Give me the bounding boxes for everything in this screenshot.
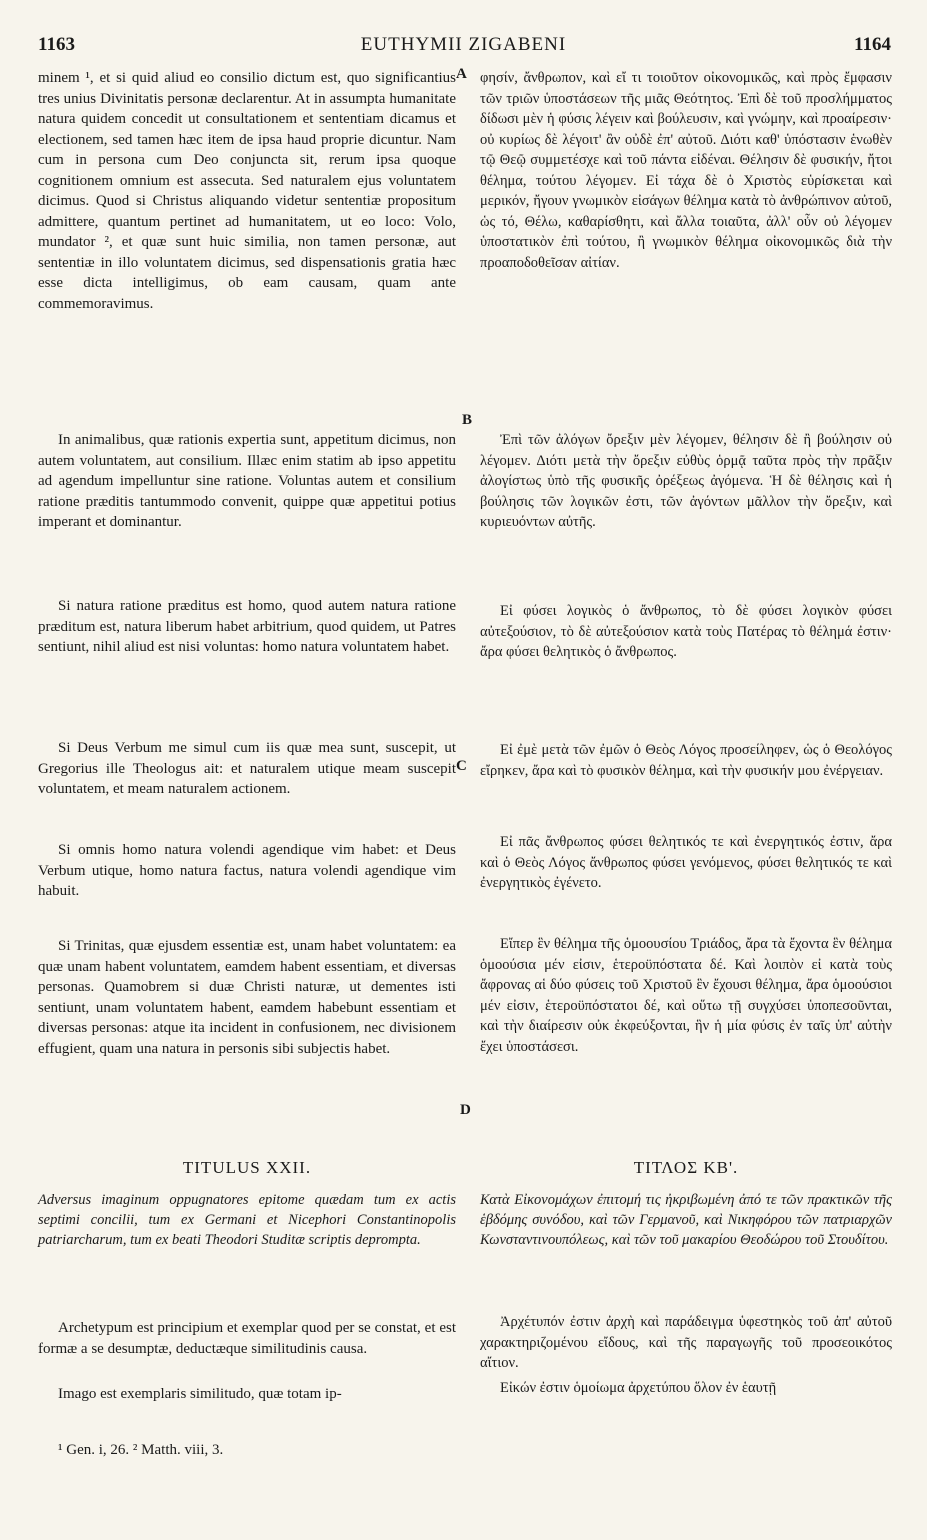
greek-paragraph-1: φησίν, ἄνθρωπον, καὶ εἴ τι τοιοῦτον οἰκονομικῶς, καὶ πρὸς ἔμφασιν τῶν τριῶν ὑποστάσεων τῆς μιᾶς Θεότητος. Ἐπὶ δὲ τοῦ προσλήμματος δίδωσι μὲν ἡ φύσις λέγειν καὶ βούλευσιν, καὶ γνώμην, καὶ προαίρεσιν· οὐ κυρίως δὲ λέγοιτ' ἂν οὐδὲ ἐπ' αὐτοῦ. Διότι καθ' ὑπόστασιν ἑνωθὲν τῷ Θεῷ συμμετέσχε καὶ τοῦ πάντα εἰδέναι. Θέλησιν δὲ φυσικήν, ἤτοι θέλημα, τούτου λέγομεν. Εἰ τάχα δὲ ὁ Χριστὸς εὑρίσκεται καὶ μερικόν, ἤγουν γνωμικὸν εἰσάγων θέλημα κατὰ τὸ ἀνθρώπινον αὐτοῦ, ὡς τό, Θέλω, καθαρίσθητι, καὶ ἄλλα τοιαῦτα, ἀλλ' οὖν οὐ λέγομεν ὑποστατικὸν ἐπὶ τούτου, ἢ γνωμικὸν θέλημα οἰκονομικῶς διὰ τὴν προαποδοθεῖσαν αἰτίαν.	[480, 70, 892, 271]
latin-paragraph-5: Si omnis homo natura volendi agendique vim habet: et Deus Verbum utique, homo natura factus, natura volendi agendique vim habuit.	[38, 842, 456, 899]
page-header	[0, 34, 927, 64]
greek-column-lower	[480, 1312, 892, 1422]
latin-paragraph-3: Si natura ratione præditus est homo, quod autem natura ratione præditum est, natura liberum habet arbitrium, quod quidem, ut Patres sentiunt, nihil aliud est nisi voluntas: homo natura voluntatem habet.	[38, 598, 456, 655]
running-title: EUTHYMII ZIGABENI	[360, 34, 567, 55]
footnotes: ¹ Gen. i, 26. ² Matth. viii, 3.	[58, 1442, 224, 1458]
latin-section-title: TITULUS XXII.	[182, 1158, 312, 1177]
greek-paragraph-4: Εἰ ἐμὲ μετὰ τῶν ἐμῶν ὁ Θεὸς Λόγος προσείληφεν, ὡς ὁ Θεολόγος εἴρηκεν, ἄρα καὶ τὸ φυσικὸν θέλημα, καὶ τὴν φυσικήν μου ἐνέργειαν.	[480, 742, 892, 779]
greek-paragraph-8: Εἰκών ἐστιν ὁμοίωμα ἀρχετύπου ὅλον ἐν ἑαυτῇ	[500, 1380, 777, 1396]
latin-section-subtitle: Adversus imaginum oppugnatores epitome quædam tum ex actis septimi concilii, tum ex Germani et Nicephori Constantinopolis patriarcharum, tum ex beati Theodori Studitæ scriptis deprompta.	[38, 1192, 456, 1248]
margin-marker-c: C	[456, 758, 467, 774]
greek-section-title: ΤΙΤΛΟΣ ΚΒ'.	[633, 1158, 739, 1177]
latin-paragraph-7: Archetypum est principium et exemplar quod per se constat, et est formæ a se desumptæ, deductæque similitudinis causa.	[38, 1320, 456, 1357]
greek-paragraph-6: Εἴπερ ἓν θέλημα τῆς ὁμοουσίου Τριάδος, ἄρα τὰ ἔχοντα ἓν θέλημα ὁμοούσια μέν εἰσιν, ἑτεροϋπόστατα δέ. Καὶ λοιπὸν εἰ κατὰ τοὺς ἄφρονας αἱ δύο φύσεις τοῦ Χριστοῦ ἓν ἔχουσι θέλημα, ἄρα ὁμοούσιοι μέν εἰσιν, ἑτεροϋπόστατοι δέ, καὶ οὕτω τῇ συγχύσει ὑποπεσοῦνται, καὶ τὴν διαίρεσιν οὐκ ἐκφεύξονται, ἣν ἡ μία φύσις ἐν ταῖς ὑπ' αὐτὴν ἔχει ὑποστάσεσι.	[480, 936, 892, 1055]
latin-paragraph-8: Imago est exemplaris similitudo, quæ totam ip-	[58, 1386, 342, 1402]
margin-marker-a: A	[456, 66, 467, 82]
latin-column-lower	[38, 1318, 456, 1418]
latin-paragraph-2: In animalibus, quæ rationis expertia sunt, appetitum dicimus, non autem voluntatem, aut consilium. Illæc enim statim ab ipso appetitu ad agendum impelluntur sine ratione. Voluntas autem et consilium ratione præditis tantummodo convenit, quippe quæ appetitui potius imperant et dominantur.	[38, 432, 456, 530]
latin-paragraph-4: Si Deus Verbum me simul cum iis quæ mea sunt, suscepit, ut Gregorius ille Theologus ait: et naturalem utique meam suscepit voluntatem, et meam naturalem actionem.	[38, 740, 456, 797]
greek-paragraph-2: Ἐπὶ τῶν ἀλόγων ὄρεξιν μὲν λέγομεν, θέλησιν δὲ ἢ βούλησιν οὐ λέγομεν. Διότι μετὰ τὴν ὄρεξιν εὐθὺς ὁρμᾷ ταῦτα πρὸς τὴν πρᾶξιν ἀλογίστως ὑπὸ τῆς φυσικῆς ὀρέξεως ἀγόμενα. Ἡ δὲ θέλησις καὶ ἡ βούλησις τῶν λογικῶν ἐστι, τῶν ἀγόντων μᾶλλον τὴν ὄρεξιν, καὶ κυριευόντων αὐτῆς.	[480, 432, 892, 530]
right-page-number: 1164	[854, 34, 891, 55]
greek-section-subtitle: Κατὰ Εἰκονομάχων ἐπιτομή τις ἠκριβωμένη ἀπό τε τῶν πρακτικῶν τῆς ἑβδόμης συνόδου, καὶ τῶν Γερμανοῦ, καὶ Νικηφόρου τῶν πατριαρχῶν Κωνσταντινουπόλεως, καὶ τῶν τοῦ μακαρίου Θεοδώρου τοῦ Στουδίτου.	[480, 1192, 892, 1248]
margin-marker-b: B	[462, 412, 473, 428]
greek-paragraph-5: Εἰ πᾶς ἄνθρωπος φύσει θελητικός τε καὶ ἐνεργητικός ἐστιν, ἄρα καὶ ὁ Θεὸς Λόγος ἄνθρωπος φύσει γενόμενος, φύσει θελητικός τε καὶ ἐνεργητικὸς ἐγένετο.	[480, 834, 892, 891]
latin-paragraph-6: Si Trinitas, quæ ejusdem essentiæ est, unam habet voluntatem: ea quæ unam habent voluntatem, eamdem habent essentiam, et diversas personas. Quamobrem si duæ Christi naturæ, ut dementes isti sentiunt, unam voluntatem habent, eamdem habebunt essentiam et diversas personas: atque ita incident in confusionem, nec divisionem effugient, quam una natura in personis sibi subjectis habet.	[38, 938, 456, 1057]
left-page-number: 1163	[38, 34, 75, 55]
greek-paragraph-3: Εἰ φύσει λογικὸς ὁ ἄνθρωπος, τὸ δὲ φύσει λογικὸν φύσει αὐτεξούσιον, τὸ δὲ αὐτεξούσιον κατὰ τοὺς Πατέρας τὸ θέλημά ἐστιν· ἄρα φύσει θελητικὸς ὁ ἄνθρωπος.	[480, 603, 892, 660]
latin-paragraph-1: minem ¹, et si quid aliud eo consilio dictum est, quo significantius tres unius Divinitatis personæ declarentur. At in assumpta humanitate natura quidem concedit ut consultationem et sententiam dicamus et electionem, sed tamen hæc item de ipsa haud proprie dicuntur. Nam cum in persona cum Deo conjuncta sit, rerum ipsa quoque cognitionem omnium est assecuta. Sed naturalem ejus voluntatem dicimus. Quod si Christus aliquando videtur sententiæ propositum admittere, quantum pertinet ad humanitatem, ut eo loco: Volo, mundator ², et quæ sunt huic similia, non tamen personæ, aut sententiæ in illo voluntatem dicimus, sed dispensationis gratia hæc esse dicta intelligimus, ob eam causam, quam ante commemoravimus.	[38, 70, 456, 312]
margin-marker-d: D	[460, 1102, 471, 1118]
greek-paragraph-7: Ἀρχέτυπόν ἐστιν ἀρχὴ καὶ παράδειγμα ὑφεστηκὸς τοῦ ἀπ' αὐτοῦ χαρακτηριζομένου εἴδους, καὶ τῆς παραγωγῆς τοῦ προσεοικότος αἴτιον.	[480, 1314, 892, 1371]
